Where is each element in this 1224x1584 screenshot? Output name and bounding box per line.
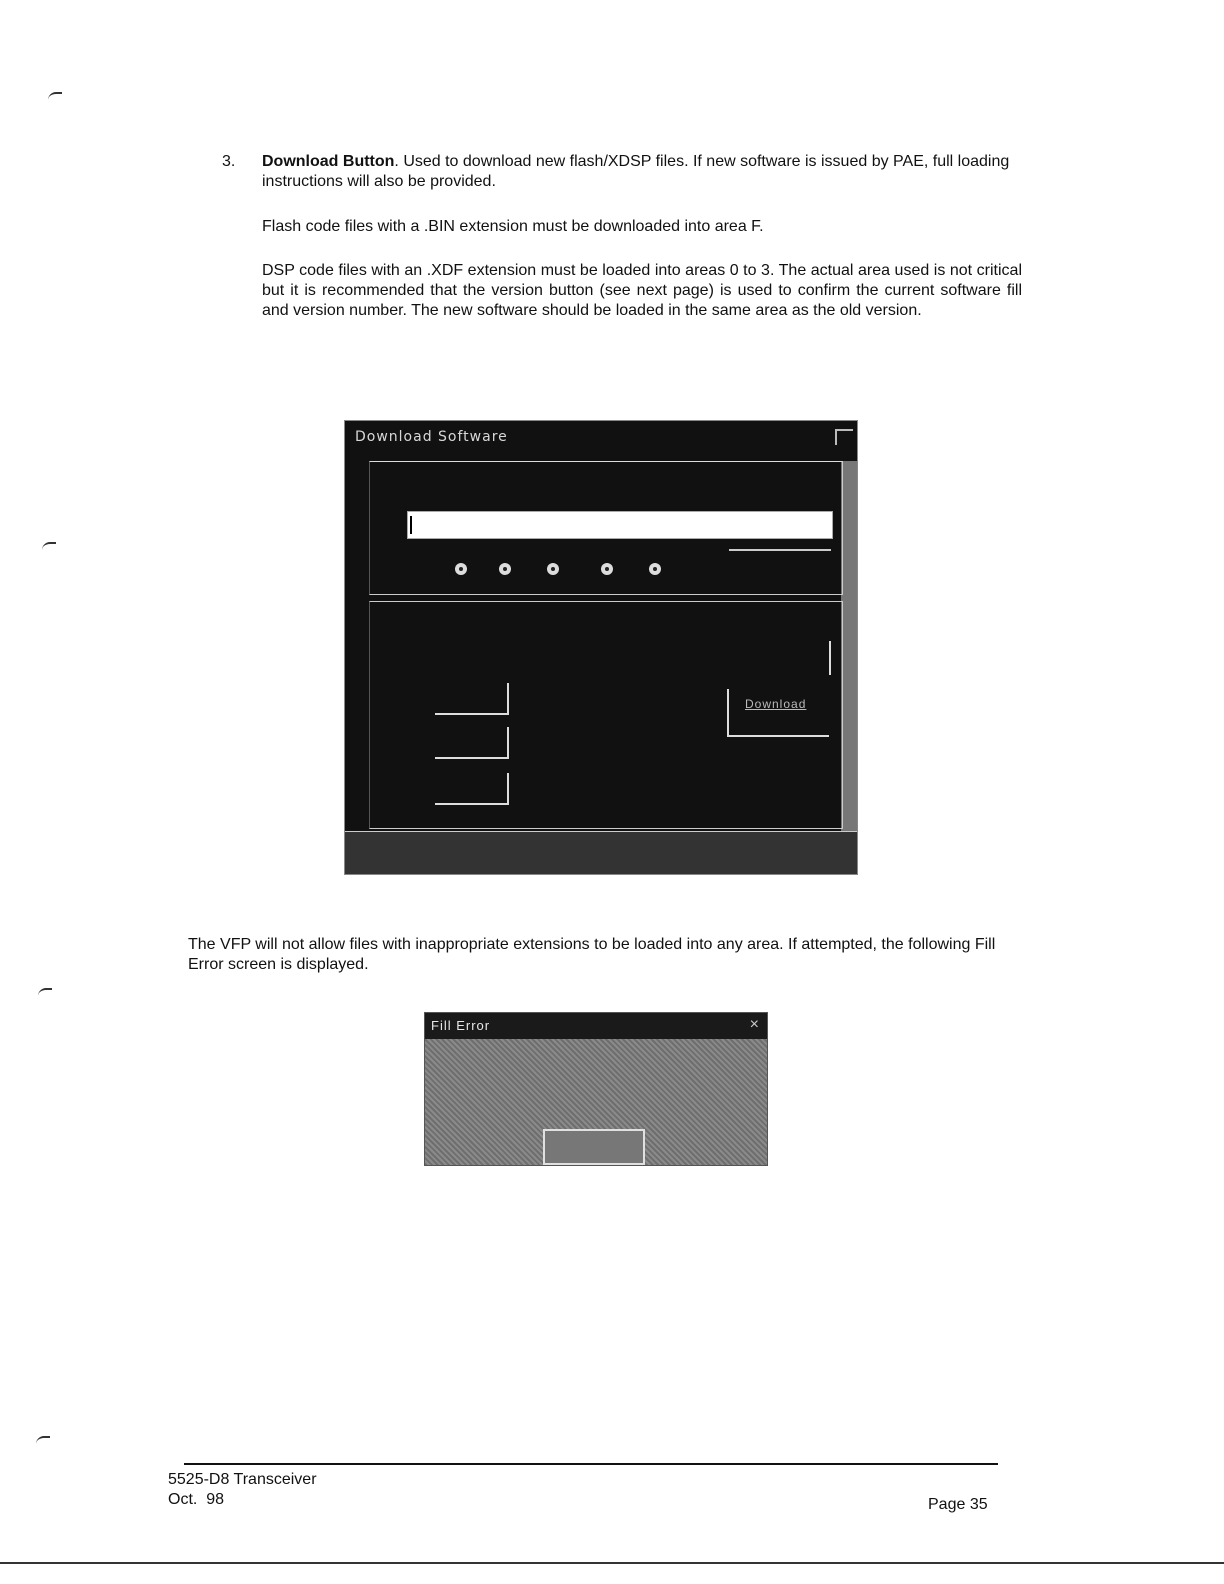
item-paragraph	[262, 152, 1022, 192]
action-button[interactable]	[435, 773, 509, 805]
page-bottom-edge	[0, 1562, 1224, 1564]
area-radio-3[interactable]	[601, 563, 613, 575]
file-path-input[interactable]	[407, 511, 833, 539]
scroll-indicator	[829, 641, 831, 675]
radio-dot	[503, 567, 507, 571]
area-radio-1[interactable]	[499, 563, 511, 575]
margin-mark	[36, 1436, 50, 1446]
area-radio-0[interactable]	[455, 563, 467, 575]
dialog-status-strip	[345, 831, 857, 875]
close-icon[interactable]: ×	[749, 1016, 759, 1033]
download-software-dialog	[344, 420, 858, 875]
radio-dot	[653, 567, 657, 571]
item-intro: . Used to download new flash/XDSP files. If new software is issued by PAE, full loading instructions will also be provided.	[262, 153, 1010, 190]
dialog-frame-edge	[841, 461, 857, 831]
text-caret	[410, 516, 412, 534]
dialog-title: Download Software	[355, 429, 508, 445]
area-radio-2[interactable]	[547, 563, 559, 575]
footer-rule	[184, 1463, 998, 1465]
fill-error-dialog	[424, 1012, 768, 1166]
dsp-note: DSP code files with an .XDF extension must be loaded into areas 0 to 3. The actual area used is not critical but it is recommended that the version button (see next page) is used to confirm the current software fill and version number. The new software should be loaded in the same area as the old version.	[262, 262, 1022, 319]
footer-date: Oct. 98	[168, 1491, 225, 1508]
flash-note: Flash code files with a .BIN extension must be downloaded into area F.	[262, 218, 764, 235]
area-radio-f[interactable]	[649, 563, 661, 575]
footer-product: 5525-D8 Transceiver	[168, 1471, 317, 1488]
download-button[interactable]	[727, 689, 829, 737]
dialog-title: Fill Error	[431, 1018, 491, 1033]
ok-button[interactable]	[543, 1129, 645, 1165]
close-icon[interactable]	[835, 429, 853, 445]
dialog-titlebar	[425, 1013, 767, 1039]
margin-mark	[42, 542, 56, 552]
browse-button[interactable]	[729, 549, 831, 551]
fill-error-note: The VFP will not allow files with inappropriate extensions to be loaded into any area. If attempted, the following Fill Error screen is displayed.	[188, 936, 996, 973]
item-heading: Download Button	[262, 153, 395, 170]
radio-dot	[551, 567, 555, 571]
margin-mark	[38, 988, 52, 998]
footer-info	[168, 1470, 317, 1510]
radio-dot	[605, 567, 609, 571]
margin-mark	[48, 92, 62, 102]
page-number: Page 35	[928, 1496, 988, 1513]
dialog-body	[425, 1039, 767, 1165]
action-button[interactable]	[435, 727, 509, 759]
action-button[interactable]	[435, 683, 509, 715]
download-button-label: Download	[745, 697, 807, 711]
radio-dot	[459, 567, 463, 571]
item-number: 3.	[222, 153, 236, 170]
